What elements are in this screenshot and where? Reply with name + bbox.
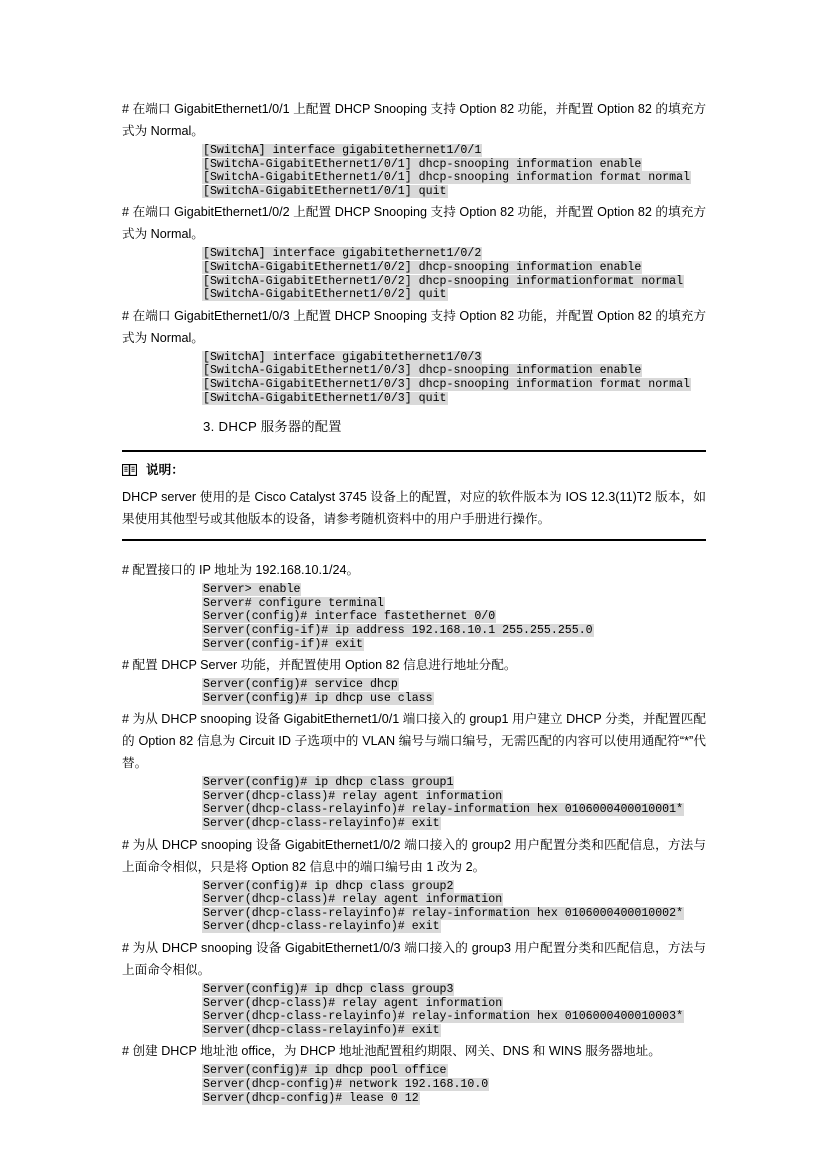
code-line: Server(config)# ip dhcp use class bbox=[203, 691, 433, 705]
code-line: Server(config-if)# ip address 192.168.10.1 255.255.255.0 bbox=[203, 623, 593, 637]
code-line: [SwitchA-GigabitEthernet1/0/2] quit bbox=[203, 288, 447, 302]
paragraph-group3: # 为从 DHCP snooping 设备 GigabitEthernet1/0/3 端口接入的 group3 用户配置分类和匹配信息，方法与上面命令相似。 bbox=[122, 941, 706, 978]
book-icon bbox=[122, 464, 137, 476]
paragraph-ip-addr: # 配置接口的 IP 地址为 192.168.10.1/24。 bbox=[122, 563, 360, 578]
code-block-group3 bbox=[122, 983, 706, 1037]
code-line: Server> enable bbox=[203, 583, 301, 597]
note-label: 说明： bbox=[146, 463, 184, 478]
code-line: Server(dhcp-class-relayinfo)# exit bbox=[203, 817, 440, 831]
code-block-dhcp-server-fn bbox=[122, 678, 706, 705]
code-block-pool-office bbox=[122, 1064, 706, 1105]
paragraph-group1: # 为从 DHCP snooping 设备 GigabitEthernet1/0/1 端口接入的 group1 用户建立 DHCP 分类，并配置匹配的 Option 82 信息为 Circuit ID 子选项中的 VLAN 编号与端口编号，无需匹配的内容可以使用通配符“*”代替。 bbox=[122, 712, 706, 771]
code-line: Server(dhcp-class)# relay agent information bbox=[203, 996, 503, 1010]
paragraph-dhcp-server-fn: # 配置 DHCP Server 功能，并配置使用 Option 82 信息进行地址分配。 bbox=[122, 658, 517, 673]
code-line: Server(config)# interface fastethernet 0/0 bbox=[203, 610, 496, 624]
server-config-sections bbox=[122, 559, 706, 1105]
code-line: Server(dhcp-class)# relay agent information bbox=[203, 789, 503, 803]
code-line: Server(dhcp-class-relayinfo)# exit bbox=[203, 920, 440, 934]
code-line: Server(dhcp-class-relayinfo)# exit bbox=[203, 1023, 440, 1037]
paragraph-gi1-0-2: # 在端口 GigabitEthernet1/0/2 上配置 DHCP Snooping 支持 Option 82 功能，并配置 Option 82 的填充方式为 Normal。 bbox=[122, 205, 706, 242]
code-line: Server(config)# ip dhcp class group1 bbox=[203, 776, 454, 790]
paragraph-gi1-0-3: # 在端口 GigabitEthernet1/0/3 上配置 DHCP Snooping 支持 Option 82 功能，并配置 Option 82 的填充方式为 Normal。 bbox=[122, 308, 706, 345]
paragraph-gi1-0-1: # 在端口 GigabitEthernet1/0/1 上配置 DHCP Snooping 支持 Option 82 功能，并配置 Option 82 的填充方式为 Normal。 bbox=[122, 102, 706, 138]
code-line: Server(config)# ip dhcp pool office bbox=[203, 1064, 447, 1078]
note-body: DHCP server 使用的是 Cisco Catalyst 3745 设备上的配置，对应的软件版本为 IOS 12.3(11)T2 版本，如果使用其他型号或其他版本的设备，请参考随机资料中的用户手册进行操作。 bbox=[122, 490, 706, 527]
code-block-ip-addr bbox=[122, 583, 706, 651]
code-line: Server(dhcp-class-relayinfo)# relay-information hex 0106000400010003* bbox=[203, 1010, 684, 1024]
code-line: Server(dhcp-class-relayinfo)# relay-information hex 0106000400010001* bbox=[203, 803, 684, 817]
code-block-gi1-0-1 bbox=[122, 144, 706, 198]
code-line: Server(dhcp-config)# lease 0 12 bbox=[203, 1091, 419, 1105]
code-line: Server(config)# ip dhcp class group2 bbox=[203, 879, 454, 893]
code-line: [SwitchA-GigabitEthernet1/0/3] dhcp-snooping information format normal bbox=[203, 377, 691, 391]
paragraph-group2: # 为从 DHCP snooping 设备 GigabitEthernet1/0/2 端口接入的 group2 用户配置分类和匹配信息，方法与上面命令相似，只是将 Option 82 信息中的端口编号由 1 改为 2。 bbox=[122, 837, 706, 874]
code-line: [SwitchA] interface gigabitethernet1/0/1 bbox=[203, 144, 482, 157]
code-line: [SwitchA-GigabitEthernet1/0/1] quit bbox=[203, 184, 447, 198]
code-line: [SwitchA-GigabitEthernet1/0/1] dhcp-snooping information enable bbox=[203, 157, 642, 171]
code-line: [SwitchA-GigabitEthernet1/0/3] quit bbox=[203, 391, 447, 405]
code-block-group2 bbox=[122, 880, 706, 934]
port-config-sections bbox=[122, 98, 706, 405]
code-line: [SwitchA] interface gigabitethernet1/0/3 bbox=[203, 350, 482, 364]
note-box bbox=[122, 450, 706, 541]
code-line: Server# configure terminal bbox=[203, 596, 384, 610]
code-line: [SwitchA-GigabitEthernet1/0/3] dhcp-snooping information enable bbox=[203, 364, 642, 378]
code-line: Server(config)# ip dhcp class group3 bbox=[203, 983, 454, 997]
section-heading-dhcp-server: 3. DHCP 服务器的配置 bbox=[203, 419, 342, 435]
code-line: [SwitchA] interface gigabitethernet1/0/2 bbox=[203, 247, 482, 261]
code-block-gi1-0-2 bbox=[122, 247, 706, 301]
code-line: Server(dhcp-class)# relay agent information bbox=[203, 893, 503, 907]
note-header bbox=[122, 460, 706, 480]
code-line: Server(config-if)# exit bbox=[203, 637, 364, 651]
page-content bbox=[122, 98, 706, 1108]
code-line: Server(dhcp-config)# network 192.168.10.0 bbox=[203, 1078, 489, 1091]
paragraph-pool-office: # 创建 DHCP 地址池 office，为 DHCP 地址池配置租约期限、网关、DNS 和 WINS 服务器地址。 bbox=[122, 1044, 661, 1059]
code-line: [SwitchA-GigabitEthernet1/0/2] dhcp-snooping information enable bbox=[203, 260, 642, 274]
code-line: [SwitchA-GigabitEthernet1/0/1] dhcp-snooping information format normal bbox=[203, 171, 691, 185]
code-block-group1 bbox=[122, 776, 706, 830]
code-block-gi1-0-3 bbox=[122, 351, 706, 405]
spacer bbox=[122, 551, 706, 559]
code-line: Server(config)# service dhcp bbox=[203, 678, 398, 692]
code-line: [SwitchA-GigabitEthernet1/0/2] dhcp-snooping informationformat normal bbox=[203, 274, 684, 288]
code-line: Server(dhcp-class-relayinfo)# relay-information hex 0106000400010002* bbox=[203, 906, 684, 920]
